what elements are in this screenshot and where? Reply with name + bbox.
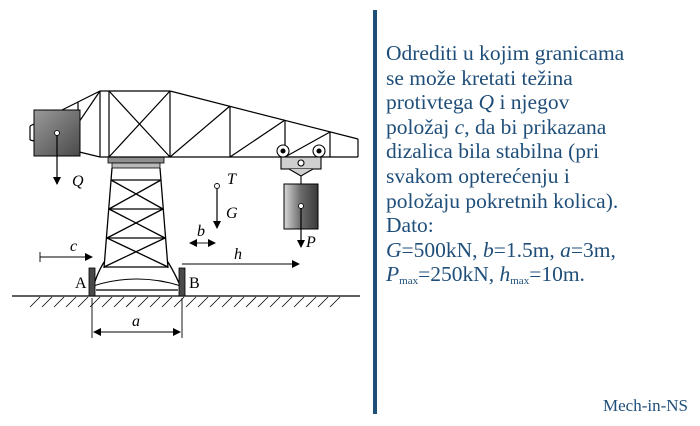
value-a: =3m, bbox=[570, 237, 616, 262]
support-B bbox=[179, 268, 185, 296]
symbol-Q: Q bbox=[478, 90, 495, 115]
support-A bbox=[89, 268, 95, 296]
line3-suffix: i njegov bbox=[494, 90, 570, 115]
ground bbox=[12, 296, 360, 307]
symbol-G: G bbox=[386, 237, 402, 262]
given-line-2 bbox=[386, 262, 698, 287]
label-B: B bbox=[189, 275, 200, 292]
force-G-arrow bbox=[215, 184, 220, 229]
symbol-P: P bbox=[386, 262, 400, 287]
symbol-a: a bbox=[560, 237, 571, 262]
value-G: =500kN, bbox=[401, 237, 483, 262]
label-a: a bbox=[132, 313, 140, 330]
problem-line-2: se može kretati težina bbox=[386, 65, 573, 90]
label-A: A bbox=[75, 275, 87, 292]
label-P: P bbox=[306, 234, 316, 251]
label-h: h bbox=[234, 246, 242, 263]
value-b: =1.5m, bbox=[493, 237, 561, 262]
symbol-c: c bbox=[454, 114, 465, 139]
problem-line-4 bbox=[386, 115, 698, 140]
subscript-h-max: max bbox=[510, 275, 530, 288]
label-Q: Q bbox=[72, 173, 84, 190]
line4-suffix: , da bi prikazana bbox=[464, 114, 607, 139]
problem-line-1: Odrediti u kojim granicama bbox=[386, 41, 625, 65]
problem-line-3 bbox=[386, 90, 698, 115]
subscript-P-max: max bbox=[399, 275, 419, 288]
problem-statement bbox=[386, 41, 698, 287]
divider-bar bbox=[373, 10, 377, 414]
problem-line-7: položaju pokretnih kolica). bbox=[386, 188, 619, 213]
symbol-b: b bbox=[482, 237, 494, 262]
line4-prefix: položaj bbox=[386, 114, 455, 139]
label-c: c bbox=[70, 238, 78, 255]
dimension-c bbox=[40, 252, 92, 262]
dato-heading: Dato: bbox=[386, 213, 434, 238]
label-G: G bbox=[226, 205, 238, 222]
label-T: T bbox=[227, 171, 236, 188]
value-h: =10m. bbox=[529, 262, 585, 287]
line3-prefix: protivtega bbox=[386, 90, 479, 115]
value-P: =250kN, bbox=[418, 262, 500, 287]
problem-line-5: dizalica bila stabilna (pri bbox=[386, 139, 600, 164]
trolley bbox=[277, 145, 325, 184]
slewing-platform bbox=[108, 157, 164, 168]
label-b: b bbox=[197, 223, 205, 240]
problem-line-6: svakom opterećenju i bbox=[386, 163, 570, 188]
given-line-1 bbox=[386, 238, 698, 263]
symbol-h: h bbox=[499, 262, 511, 287]
tower bbox=[93, 168, 181, 290]
credit-label: Mech-in-NS bbox=[603, 396, 688, 415]
